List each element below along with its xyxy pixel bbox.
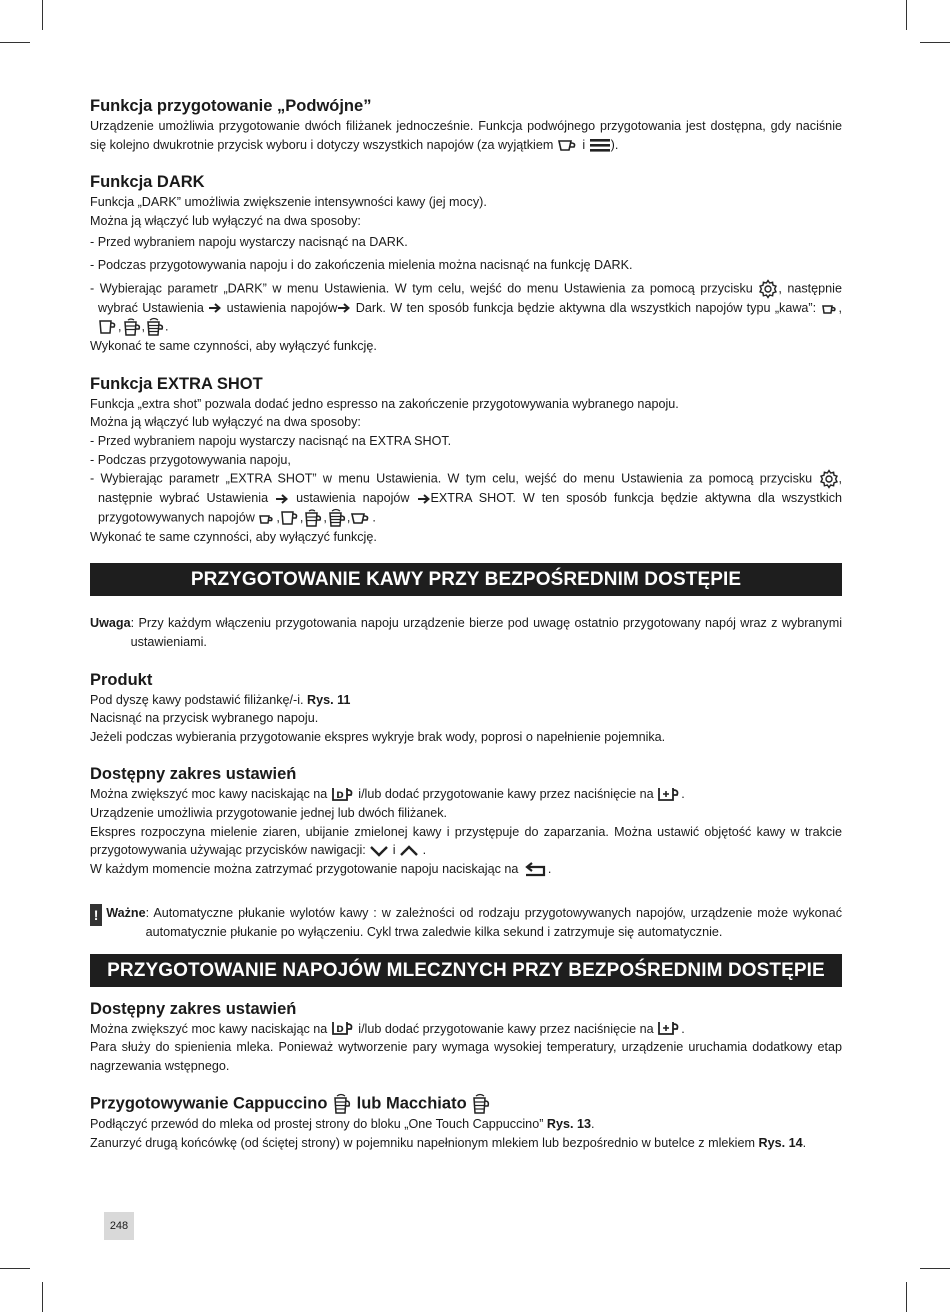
zakres-line2: Urządzenie umożliwia przygotowanie jednej lub dwóch filiżanek. <box>90 805 448 820</box>
cappuccino-line2: Zanurzyć drugą końcówkę (od ściętej strony) w pojemniku napełnionym mlekiem lub bezpośrednio w butelce z mlekiem Rys. 14. <box>90 1136 807 1151</box>
crop-mark <box>906 1282 907 1312</box>
macchiato-icon <box>471 1093 491 1115</box>
section-banner-coffee: PRZYGOTOWANIE KAWY PRZY BEZPOŚREDNIM DOSTĘPIE <box>90 563 842 596</box>
section-banner-milk: PRZYGOTOWANIE NAPOJÓW MLECZNYCH PRZY BEZPOŚREDNIM DOSTĘPIE <box>90 954 842 987</box>
gear-icon <box>819 469 839 489</box>
dark-item1: - Przed wybraniem napoju wystarczy nacisnąć na DARK. <box>90 235 408 250</box>
section-title-cappuccino: Przygotowywanie Cappuccino lub Macchiato <box>90 1093 842 1115</box>
extra-item2: - Podczas przygotowywania napoju, <box>90 452 291 467</box>
zakres-line1: Można zwiększyć moc kawy naciskając na D i/lub dodać przygotowanie kawy przez naciśnięcie na . <box>90 785 842 804</box>
arrow-right-icon <box>417 493 431 505</box>
wazne-note <box>90 904 842 941</box>
add-shot-icon <box>657 786 681 804</box>
section-title-produkt: Produkt <box>90 670 153 689</box>
add-shot-icon <box>657 1020 681 1038</box>
strength-icon <box>331 1020 355 1038</box>
long-coffee-icon <box>350 510 372 526</box>
gear-icon <box>758 279 778 299</box>
uwaga-label: Uwaga <box>90 616 131 631</box>
back-icon <box>522 860 548 878</box>
extra-item3: - Wybierając parametr „EXTRA SHOT” w menu Ustawienia. W tym celu, wejść do menu Ustawienia za pomocą przycisku , następnie wybrać Ustawienia ustawienia napojów EXTRA SHOT. W ten sposób funkcja będzie aktywna dla wszystkich przygotowywanych napojów , , , , . <box>90 469 842 528</box>
svg-text:D: D <box>336 790 344 801</box>
uwaga-note <box>90 614 842 651</box>
cappuccino-icon <box>332 1093 352 1115</box>
cappuccino-icon <box>327 508 347 528</box>
wazne-label: Ważne <box>106 906 146 921</box>
zakres-milk-line1: Można zwiększyć moc kawy naciskając na D i/lub dodać przygotowanie kawy przez naciśnięcie na . <box>90 1020 842 1039</box>
dark-line2: Można ją włączyć lub wyłączyć na dwa sposoby: <box>90 213 361 228</box>
coffee-icon <box>98 318 118 336</box>
section-title-zakres: Dostępny zakres ustawień <box>90 765 297 784</box>
espresso-icon <box>258 510 276 526</box>
zakres-line3: Ekspres rozpoczyna mielenie ziaren, ubijanie zmielonej kawy i przystępuje do zaparzania. Można ustawić objętość kawy w trakcie przygotowywania używając przycisków nawigacji: i . <box>90 824 842 858</box>
extra-line1: Funkcja „extra shot” pozwala dodać jedno espresso na zakończenie przygotowywania wybranego napoju. <box>90 396 679 411</box>
latte-icon <box>122 317 142 337</box>
dark-item2: - Podczas przygotowywania napoju i do zakończenia mielenia można nacisnąć na funkcję DARK. <box>90 257 633 272</box>
page-number: 248 <box>104 1212 134 1240</box>
arrow-right-icon <box>208 302 222 314</box>
dark-line1: Funkcja „DARK” umożliwia zwiększenie intensywności kawy (jej mocy). <box>90 195 487 210</box>
section-title-podwojne: Funkcja przygotowanie „Podwójne” <box>90 97 372 115</box>
section-title-dark: Funkcja DARK <box>90 173 205 192</box>
crop-mark <box>906 0 907 30</box>
chevron-up-icon <box>399 845 419 857</box>
espresso-icon <box>821 300 839 316</box>
cappuccino-line1: Podłączyć przewód do mleka od prostej strony do bloku „One Touch Cappuccino” Rys. 13. <box>90 1117 595 1132</box>
cappuccino-icon <box>145 317 165 337</box>
crop-mark <box>42 1282 43 1312</box>
extra-item1: - Przed wybraniem napoju wystarczy nacisnąć na EXTRA SHOT. <box>90 433 452 448</box>
espresso-cup-icon <box>557 137 579 153</box>
uwaga-text: : Przy każdym włączeniu przygotowania napoju urządzenie bierze pod uwagę ostatnio przygotowany napój wraz z wybranymi ustawieniami. <box>130 616 842 649</box>
page-content <box>90 96 842 1153</box>
wazne-text: : Automatyczne płukanie wylotów kawy : w zależności od rodzaju przygotowywanych napojów, urządzenie może wykonać automatycznie płukanie po wyłączeniu. Cykl trwa zaledwie kilka sekund i zatrzymuje się automatycznie. <box>145 906 842 939</box>
extra-line2: Można ją włączyć lub wyłączyć na dwa sposoby: <box>90 415 361 430</box>
section-title-extra-shot: Funkcja EXTRA SHOT <box>90 374 263 393</box>
crop-mark <box>0 1268 30 1269</box>
produkt-line3: Jeżeli podczas wybierania przygotowanie ekspres wykryje brak wody, poprosi o napełnienie pojemnika. <box>90 729 666 744</box>
hot-water-icon <box>589 137 611 153</box>
coffee-icon <box>280 509 300 527</box>
dark-footer: Wykonać te same czynności, aby wyłączyć funkcję. <box>90 339 377 354</box>
dark-item3: - Wybierając parametr „DARK” w menu Ustawienia. W tym celu, wejść do menu Ustawienia za pomocą przycisku , następnie wybrać Ustawienia ustawienia napojów Dark. W ten sposób funkcja będzie aktywna dla wszystkich napojów typu „kawa”: , , , . <box>90 279 842 338</box>
arrow-right-icon <box>337 302 351 314</box>
section-title-zakres-milk: Dostępny zakres ustawień <box>90 999 297 1018</box>
latte-icon <box>303 508 323 528</box>
crop-mark <box>920 42 950 43</box>
chevron-down-icon <box>369 845 389 857</box>
produkt-line2: Nacisnąć na przycisk wybranego napoju. <box>90 711 319 726</box>
arrow-right-icon <box>275 493 289 505</box>
zakres-milk-line2: Para służy do spienienia mleka. Ponieważ wytworzenie pary wymaga wysokiej temperatury, urządzenie uruchamia dodatkowy etap nagrzewania wstępnego. <box>90 1040 842 1073</box>
podwojne-text: Urządzenie umożliwia przygotowanie dwóch filiżanek jednocześnie. Funkcja podwójnego przygotowania jest dostępna, gdy naciśnie się kolejno dwukrotnie przycisk wyboru i dotyczy wszystkich napojów (za wyjątkiem i ). <box>90 119 842 152</box>
strength-icon <box>331 786 355 804</box>
warning-icon: ! <box>90 904 102 926</box>
crop-mark <box>0 42 30 43</box>
extra-footer: Wykonać te same czynności, aby wyłączyć funkcję. <box>90 529 377 544</box>
produkt-line1: Pod dyszę kawy podstawić filiżankę/-i. Rys. 11 <box>90 692 351 707</box>
crop-mark <box>42 0 43 30</box>
svg-text:D: D <box>336 1025 344 1036</box>
zakres-line4: W każdym momencie można zatrzymać przygotowanie napoju naciskając na . <box>90 860 842 879</box>
crop-mark <box>920 1268 950 1269</box>
